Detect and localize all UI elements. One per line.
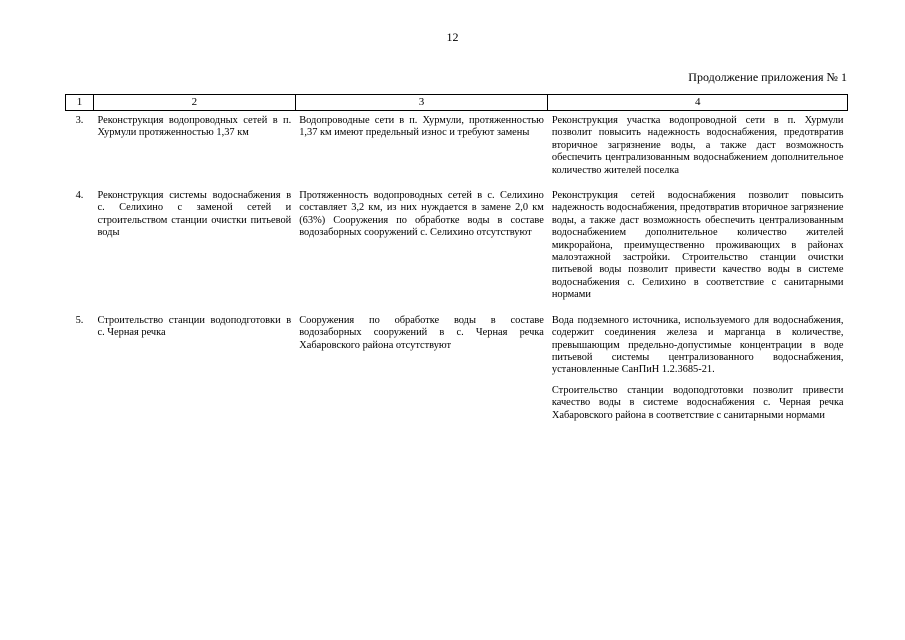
row-number: 4.: [75, 190, 84, 202]
effect-paragraph: Вода подземного источника, используемого для водоснабжения, содержит соединения железа и марганца в количестве, превышающим предельно-допустимые концентрации в воде питьевой системы централизованного водоснабжения, установленные СанПиН 1.2.3685-21.: [551, 314, 844, 376]
table-row: [66, 111, 848, 187]
column-header-2: 2: [93, 95, 295, 111]
problem-cell: Водопроводные сети в п. Хурмули, протяженностью 1,37 км имеют предельный износ и требуют замены: [299, 115, 544, 139]
problem-cell: Сооружения по обработке воды в составе водозаборных сооружений в с. Черная речка Хабаровского района отсутствуют: [299, 314, 544, 351]
column-header-1: 1: [66, 95, 94, 111]
row-number: 5.: [75, 314, 84, 326]
effect-paragraph: Реконструкция сетей водоснабжения позволит повысить надежность водоснабжения, предотвратив вторичное загрязнение воды, а также даст возможность обеспечить централизованным водоснабжением дополнительное количество жителей микрорайона, преимущественно проживающих в районах малоэтажной застройки. Строительство станции очистки питьевой воды позволит привести качество воды в системе водоснабжения с. Селихино в соответствие с санитарными нормами: [551, 190, 844, 301]
effect-cell: [548, 111, 848, 187]
page-number: 12: [446, 30, 459, 44]
measure-cell: Реконструкция системы водоснабжения в с. Селихино с заменой сетей и строительством станции очистки питьевой воды: [97, 190, 292, 239]
appendix-continuation-note: Продолжение приложения № 1: [688, 70, 847, 84]
measure-cell: Строительство станции водоподготовки в с. Черная речка: [97, 314, 292, 339]
effect-cell: [548, 311, 848, 431]
effect-paragraph: Строительство станции водоподготовки позволит привести качество воды в системе водоснабжения с. Черная речка Хабаровского района в соответствие с санитарными нормами: [551, 384, 844, 421]
effect-cell: [548, 186, 848, 311]
table-row: [66, 186, 848, 311]
table-header-row: [66, 95, 848, 111]
column-header-4: 4: [548, 95, 848, 111]
effect-paragraph: Реконструкция участка водопроводной сети в п. Хурмули позволит повысить надежность водоснабжения, предотвратив вторичное загрязнение воды, а также даст возможность обеспечить централизованным водоснабжением дополнительное количество жителей поселка: [551, 115, 844, 176]
table-row: [66, 311, 848, 431]
measure-cell: Реконструкция водопроводных сетей в п. Хурмули протяженностью 1,37 км: [97, 115, 292, 139]
measures-table: [65, 94, 848, 431]
problem-cell: Протяженность водопроводных сетей в с. Селихино составляет 3,2 км, из них нуждается в замене 2,0 км (63%) Сооружения по обработке воды в составе водозаборных сооружений с. Селихино отсутствуют: [299, 190, 544, 239]
row-number: 3.: [75, 115, 84, 126]
column-header-3: 3: [295, 95, 548, 111]
